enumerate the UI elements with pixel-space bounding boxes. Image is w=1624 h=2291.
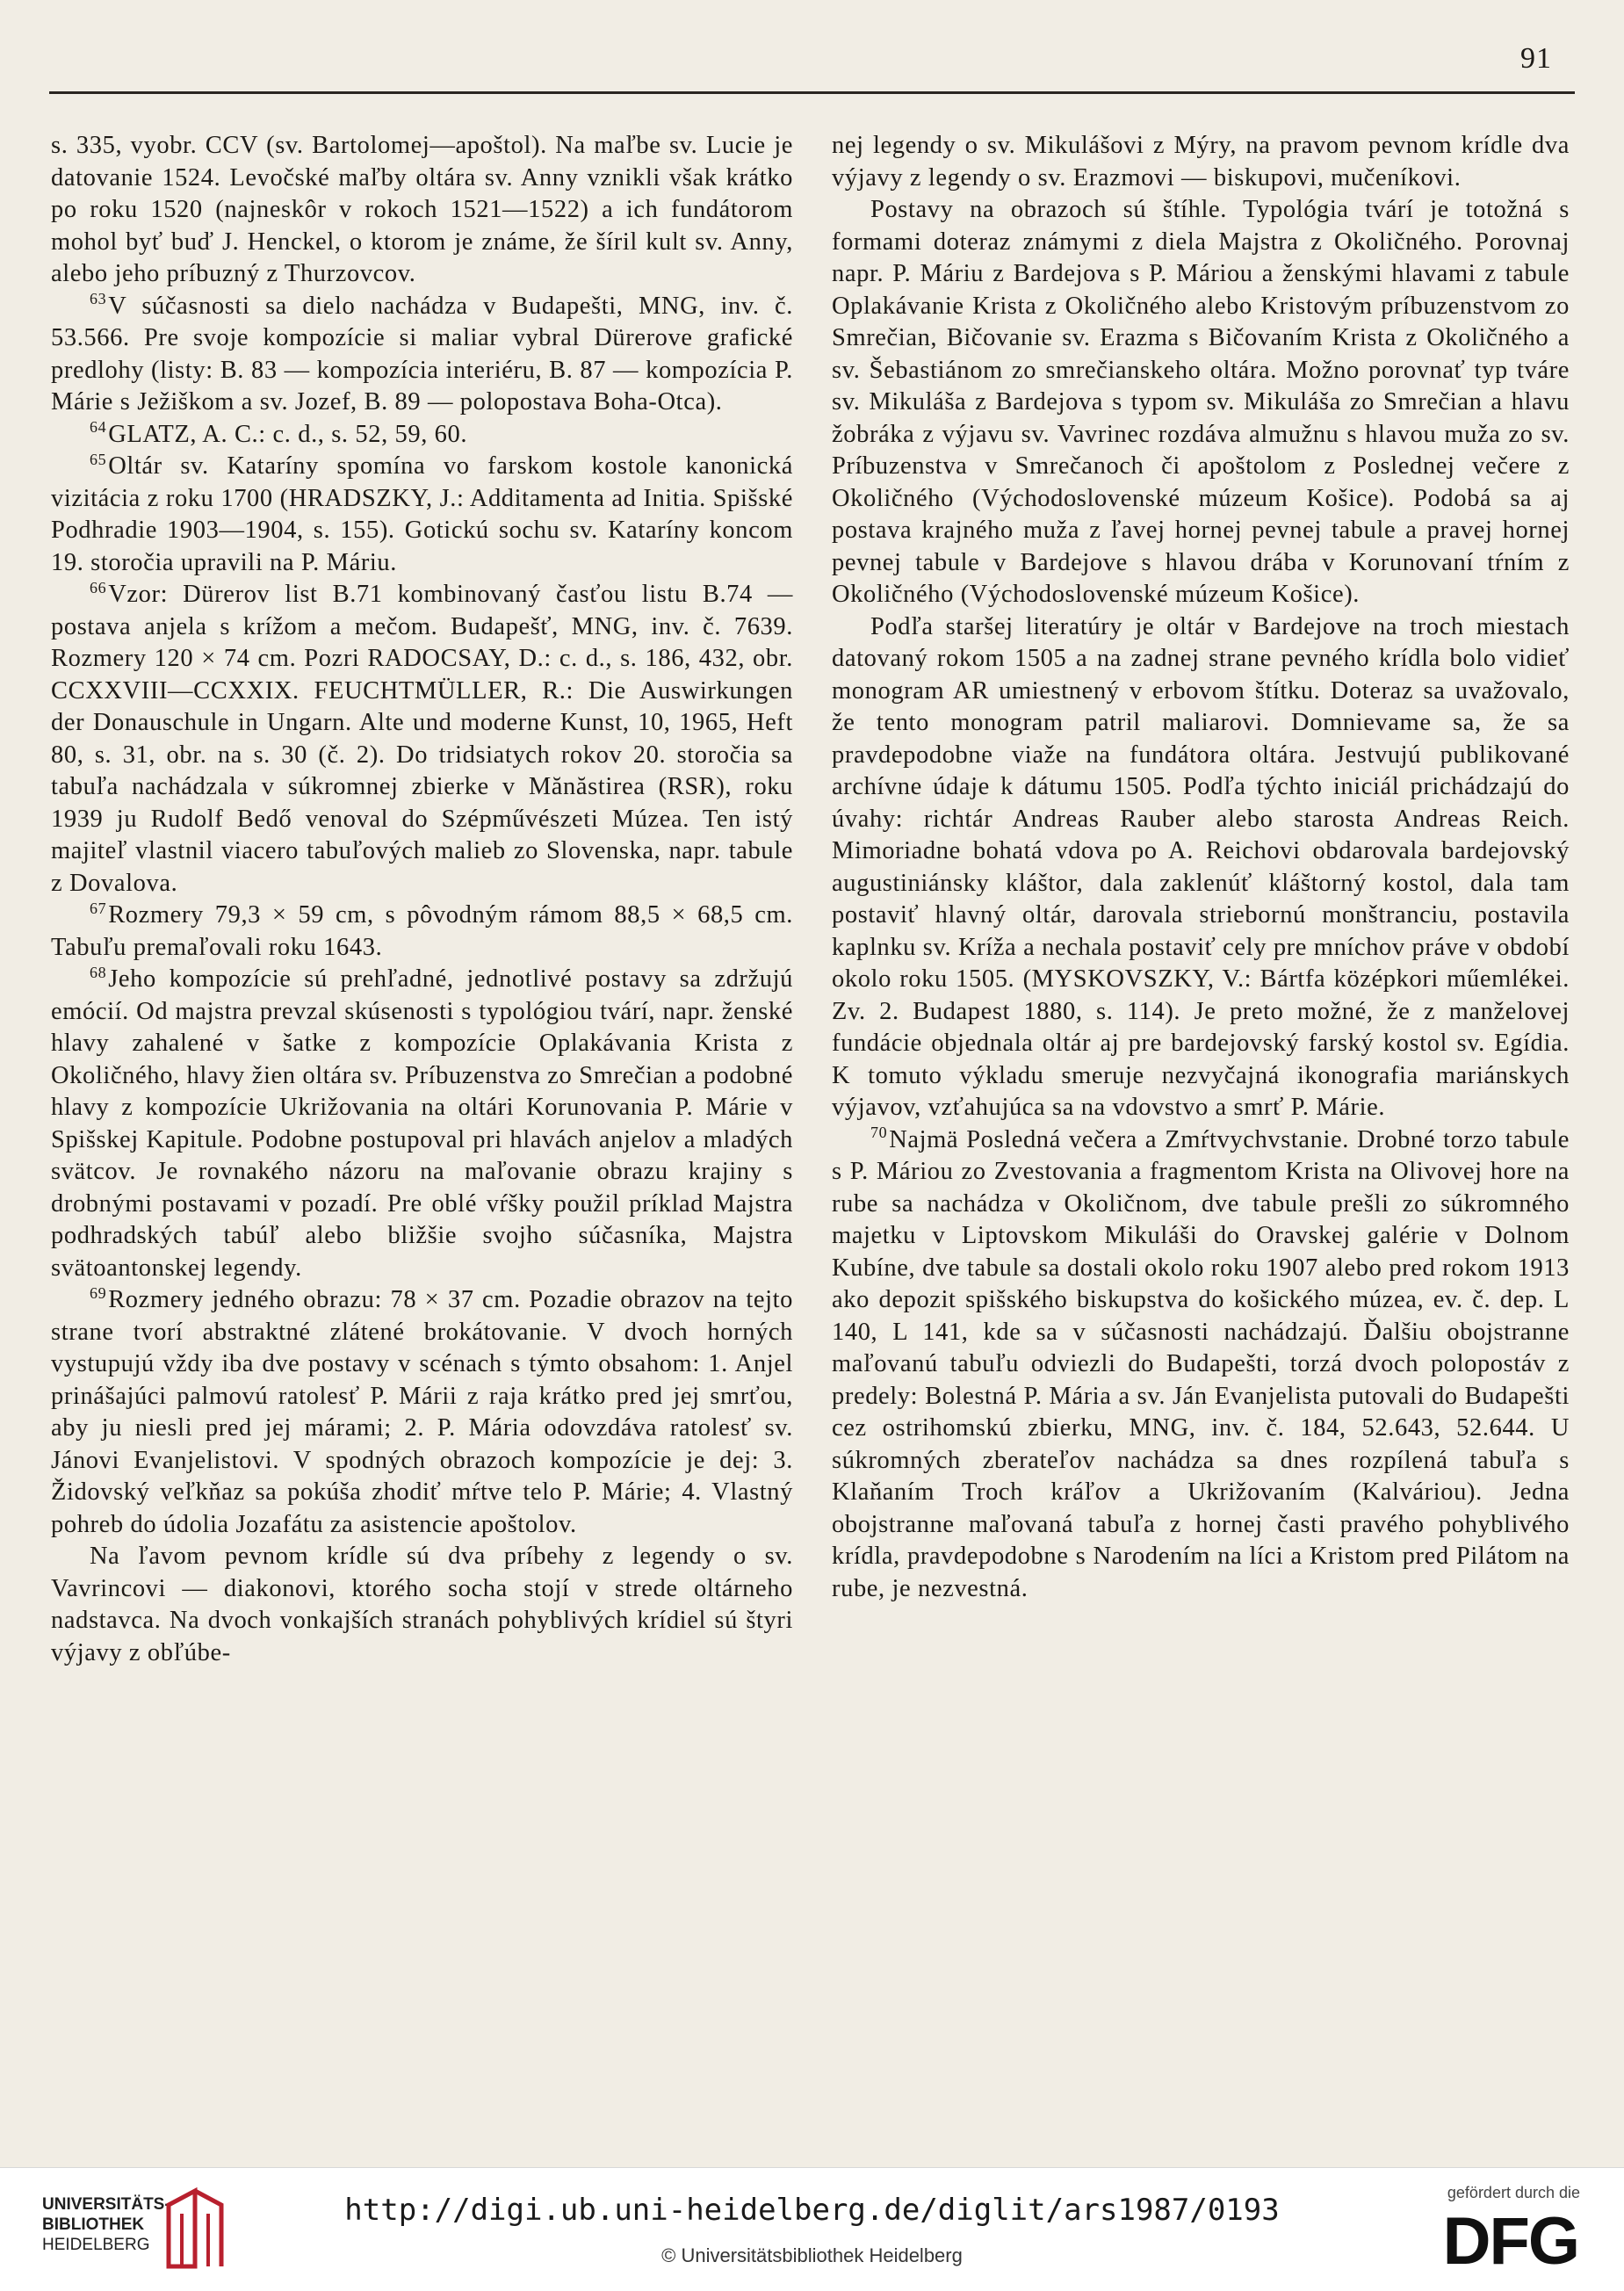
right-paragraph (832, 611, 1570, 1124)
paragraph-text: Rozmery 79,3 × 59 cm, s pôvodným rámom 88,5 × 68,5 cm. Tabuľu premaľovali roku 1643. (51, 901, 793, 961)
paragraph-text: Podľa staršej literatúry je oltár v Bardejove na troch miestach datovaný rokom 1505 a na zadnej strane pevného krídla bolo vidieť monogram AR umiestnený v erbovom štítku. Doteraz sa uvažovalo, že tento monogram patril maliarovi. Domnievame sa, že sa pravdepodobne viaže na fundátora oltára. Jestvujú publikované archívne údaje k dátumu 1505. Podľa týchto iniciál prichádzajú do úvahy: richtár Andreas Rauber alebo starosta Andreas Reich. Mimoriadne bohatá vdova po A. Reichovi obdarovala bardejovský augustiniánsky kláštor, dala zaklenúť kláštorný kostol, dala tam postaviť hlavný oltár, darovala striebornú monštranciu, postavila kaplnku sv. Kríža a nechala postaviť cely pre mníchov práve v období okolo roku 1505. (MYSKOVSZKY, V.: Bártfa középkori műemlékei. Zv. 2. Budapest 1880, s. 114). Je preto možné, že z manželovej fundácie objednala oltár aj pre bardejovský farský kostol sv. Egídia. K tomuto výkladu smeruje nezvyčajná ikonografia mariánskych výjavov, vzťahujúca sa na vdovstvo a smrť P. Márie. (832, 612, 1570, 1121)
paragraph-text: Jeho kompozície sú prehľadné, jednotlivé postavy sa zdržujú emócií. Od majstra prevzal skúsenosti s typológiou tvárí, napr. ženské hlavy zahalené v šatke z kompozície Oplakávania Krista z Okoličného, hlavy žien oltára sv. Príbuzenstva zo Smrečian a podobné hlavy z kompozície Ukrižovania na oltári Korunovania P. Márie v Spišskej Kapitule. Podobne postupoval pri hlavách anjelov a mladých svätcov. Je rovnakého názoru na maľovanie obrazu krajiny s drobnými postavami v pozadí. Pre oblé vŕšky použil príklad Majstra podhradských tabúľ alebo bližšie svojho súčasníka, Majstra svätoantonskej legendy. (51, 965, 793, 1282)
copyright-text: © Universitätsbibliothek Heidelberg (661, 2244, 963, 2266)
left-paragraph (51, 291, 793, 419)
right-paragraph (832, 130, 1570, 194)
right-paragraph (832, 194, 1570, 611)
footnote-number: 67 (90, 899, 107, 917)
paragraph-text: Oltár sv. Kataríny spomína vo farskom kostole kanonická vizitácia z roku 1700 (HRADSZKY, J.: Additamenta ad Initia. Spišské Podhradie 1903—1904, s. 155). Gotickú sochu sv. Kataríny koncom 19. storočia upravili na P. Máriu. (51, 452, 793, 576)
paragraph-text: GLATZ, A. C.: c. d., s. 52, 59, 60. (108, 420, 468, 448)
dfg-logo[interactable]: DFG (1442, 2204, 1578, 2279)
dfg-caption: gefördert durch die (1447, 2184, 1580, 2201)
left-paragraph (51, 900, 793, 964)
logo-line-3: HEIDELBERG (42, 2236, 150, 2254)
header-rule (49, 91, 1575, 94)
logo-line-1: UNIVERSITÄTS- (42, 2195, 170, 2214)
paragraph-text: Na ľavom pevnom krídle sú dva príbehy z legendy o sv. Vavrincovi — diakonovi, ktorého socha stojí v strede oltárneho nadstavca. Na dvoch vonkajších stranách pohyblivých krídiel sú štyri výjavy z obľúbe- (51, 1543, 793, 1666)
paragraph-text: Vzor: Dürerov list B.71 kombinovaný časťou listu B.74 — postava anjela s krížom a mečom. Budapešť, MNG, inv. č. 7639. Rozmery 120 × 74 cm. Pozri RADOCSAY, D.: c. d., s. 186, 432, obr. CCXXVIII—CCXXIX. FEUCHTMÜLLER, R.: Die Auswirkungen der Donauschule in Ungarn. Alte und moderne Kunst, 10, 1965, Heft 80, s. 31, obr. na s. 30 (č. 2). Do tridsiatych rokov 20. storočia sa tabuľa nachádzala v súkromnej zbierke v Mănăstirea (RSR), roku 1939 ju Rudolf Bedő venoval do Szépművészeti Múzea. Ten istý majiteľ vlastnil viacero tabuľových malieb zo Slovenska, napr. tabule z Dovalova. (51, 581, 793, 897)
right-column (832, 130, 1570, 1605)
footnote-number: 63 (90, 290, 107, 307)
paragraph-text: Najmä Posledná večera a Zmŕtvychvstanie. Drobné torzo tabule s P. Máriou zo Zvestovania a fragmentom Krista na Olivovej hore na rube sa nachádza v Okoličnom, dve tabule prešli zo súkromného majetku v Liptovskom Mikuláši do Oravskej galérie v Dolnom Kubíne, dve tabule sa dostali okolo roku 1907 alebo pred rokom 1913 ako depozit spišského biskupstva do košického múzea, ev. č. dep. L 140, L 141, kde sa v súčasnosti nachádzajú. Ďalšiu obojstranne maľovanú tabuľu odviezli do Budapešti, torzá dvoch polopostáv z predely: Bolestná P. Mária a sv. Ján Evanjelista putovali do Budapešti cez ostrihomskú zbierku, MNG, inv. č. 184, 52.643, 52.644. U súkromných zberateľov nachádza sa dnes rozpílená tabuľa s Klaňaním Troch kráľov a Ukrižovaním (Kalváriou). Jedna obojstranne maľovaná tabuľa z hornej časti pravého pohyblivého krídla, pravdepodobne s Narodením na líci a Kristom pred Pilátom na rube, je nezvestná. (832, 1125, 1570, 1602)
footnote-number: 65 (90, 450, 107, 468)
paragraph-text: Rozmery jedného obrazu: 78 × 37 cm. Pozadie obrazov na tejto strane tvorí abstraktné zlátené brokátovanie. V dvoch horných vystupujú vždy iba dve postavy v scénach s týmto obsahom: 1. Anjel prinášajúci palmovú ratolesť P. Márii z raja krátko pred jej smrťou, aby ju niesli pred jej márami; 2. P. Mária odovzdáva ratolesť sv. Jánovi Evanjelistovi. V spodných obrazoch kompozície je dej: 3. Židovský veľkňaz sa pokúša zhodiť mŕtve telo P. Márie; 4. Vlastný pohreb do údolia Jozafátu za asistencie apoštolov. (51, 1286, 793, 1538)
paragraph-text: nej legendy o sv. Mikulášovi z Mýry, na pravom pevnom krídle dva výjavy z legendy o sv. Erazmovi — biskupovi, mučeníkovi. (832, 132, 1570, 192)
page-number: 91 (1520, 42, 1552, 75)
paragraph-text: s. 335, vyobr. CCV (sv. Bartolomej—apoštol). Na maľbe sv. Lucie je datovanie 1524. Levočské maľby oltára sv. Anny vznikli však krátko po roku 1520 (najneskôr v rokoch 1521—1522) a ich fundátorom mohol byť buď J. Henckel, o ktorom je známe, že šíril kult sv. Anny, alebo jeho príbuzný z Thurzovcov. (51, 132, 793, 287)
left-paragraph (51, 419, 793, 452)
source-url-link[interactable]: http://digi.ub.uni-heidelberg.de/diglit/ars1987/0193 (344, 2193, 1280, 2228)
footnote-number: 64 (90, 418, 107, 436)
right-paragraph (832, 1124, 1570, 1606)
left-column (51, 130, 793, 1669)
paragraph-text: V súčasnosti sa dielo nachádza v Budapešti, MNG, inv. č. 53.566. Pre svoje kompozície si maliar vybral Dürerove grafické predlohy (listy: B. 83 — kompozícia interiéru, B. 87 — kompozícia P. Márie s Ježiškom a sv. Jozef, B. 89 — polopostava Boha-Otca). (51, 292, 793, 416)
left-paragraph (51, 1541, 793, 1669)
footnote-number: 70 (870, 1124, 888, 1141)
footnote-number: 66 (90, 578, 107, 596)
left-paragraph (51, 130, 793, 291)
paragraph-text: Postavy na obrazoch sú štíhle. Typológia tvárí je totožná s formami doteraz známymi z diela Majstra z Okoličného. Porovnaj napr. P. Máriu z Bardejova s P. Máriou a ženskými hlavami z tabule Oplakávanie Krista z Okoličného alebo Kristovým príbuzenstvom zo Smrečian, Bičovanie sv. Erazma s Bičovaním Krista z Okoličného a sv. Šebastiánom zo smrečianskeho oltára. Možno porovnať typ tváre sv. Mikuláša z Bardejova s typom sv. Mikuláša zo Smrečian a hlavu žobráka z výjavu sv. Vavrinec rozdáva almužnu s hlavou muža zo sv. Príbuzenstva v Smrečanoch či apoštolom z Poslednej večere z Okoličného (Východoslovenské múzeum Košice). Podobá sa aj postava krajného muža z ľavej hornej pevnej tabule a pravej hornej pevnej tabule v Bardejove s hlavou drába v Korunovaní tŕním z Okoličného (Východoslovenské múzeum Košice). (832, 196, 1570, 608)
footer-bar (0, 2167, 1624, 2291)
left-paragraph (51, 579, 793, 900)
footnote-number: 68 (90, 963, 107, 981)
left-paragraph (51, 451, 793, 579)
logo-line-2: BIBLIOTHEK (42, 2215, 145, 2234)
left-paragraph (51, 1284, 793, 1541)
left-paragraph (51, 964, 793, 1284)
footnote-number: 69 (90, 1283, 107, 1302)
